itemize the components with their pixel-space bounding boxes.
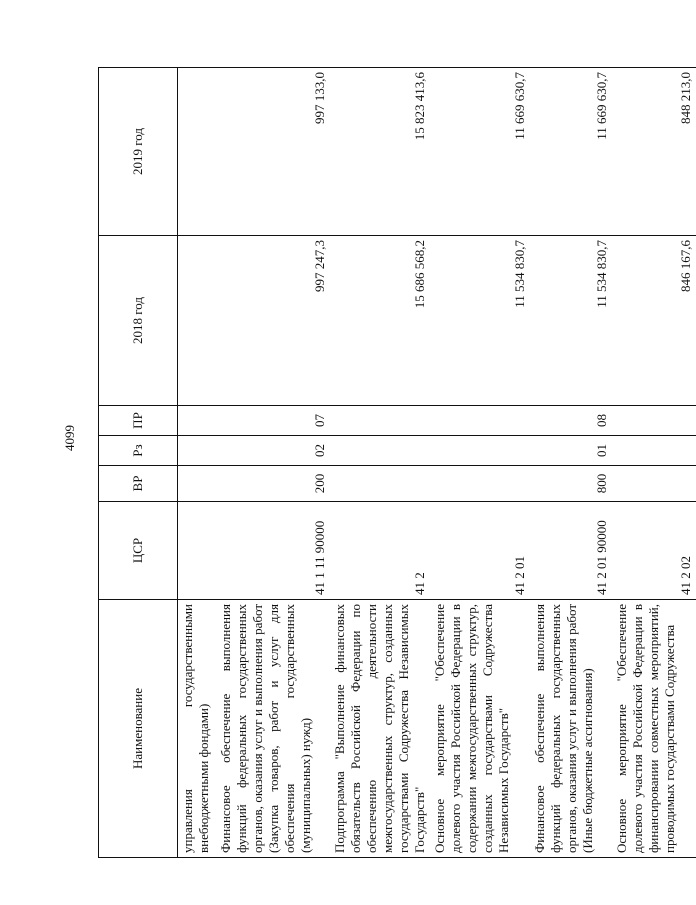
row-2019: 11 669 630,7 <box>430 68 530 236</box>
row-pr <box>612 406 696 436</box>
row-rz <box>612 436 696 466</box>
row-csr: 41 2 01 90000 <box>530 502 612 600</box>
row-pr <box>178 406 217 436</box>
row-name: Основное мероприятие "Обеспечение долевого участия Российской Федерации в содержании межгосударственных структур, созданных государствами Содружества Независимых Государств" <box>430 600 530 858</box>
table-row <box>430 68 530 858</box>
row-rz <box>430 436 530 466</box>
row-2018: 11 534 830,7 <box>530 236 612 406</box>
table-row <box>530 68 612 858</box>
header-2018: 2018 год <box>99 236 178 406</box>
table-row <box>178 68 217 858</box>
table-row <box>330 68 430 858</box>
row-2019: 11 669 630,7 <box>530 68 612 236</box>
row-vr <box>430 466 530 502</box>
row-rz: 01 <box>530 436 612 466</box>
table-row <box>612 68 696 858</box>
row-2018 <box>178 236 217 406</box>
row-csr: 41 2 01 <box>430 502 530 600</box>
row-2018: 846 167,6 <box>612 236 696 406</box>
row-pr <box>430 406 530 436</box>
row-2018: 997 247,3 <box>216 236 330 406</box>
row-vr <box>178 466 217 502</box>
header-name: Наименование <box>99 600 178 858</box>
row-pr: 07 <box>216 406 330 436</box>
row-2019 <box>178 68 217 236</box>
row-2019: 15 823 413,6 <box>330 68 430 236</box>
row-csr: 41 1 11 90000 <box>216 502 330 600</box>
row-vr: 800 <box>530 466 612 502</box>
row-vr <box>612 466 696 502</box>
header-rz: Рз <box>99 436 178 466</box>
row-name: Подпрограмма "Выполнение финансовых обязательств Российской Федерации по обеспечению деятельности межгосударственных структур, созданных государствами Содружества Независимых Государств" <box>330 600 430 858</box>
row-name: управления государственными внебюджетными фондами) <box>178 600 217 858</box>
header-vr: ВР <box>99 466 178 502</box>
row-vr: 200 <box>216 466 330 502</box>
row-2019: 848 213,0 <box>612 68 696 236</box>
budget-table <box>98 67 696 858</box>
budget-table-sheet <box>98 68 693 858</box>
row-pr: 08 <box>530 406 612 436</box>
row-vr <box>330 466 430 502</box>
header-2019: 2019 год <box>99 68 178 236</box>
row-csr <box>178 502 217 600</box>
row-name: Основное мероприятие "Обеспечение долевого участия Российской Федерации в финансировании совместных мероприятий, проводимых государствами Содружества <box>612 600 696 858</box>
row-2018: 11 534 830,7 <box>430 236 530 406</box>
page-number: 4099 <box>62 425 77 451</box>
row-name: Финансовое обеспечение выполнения функций федеральных государственных органов, оказания услуг и выполнения работ (Закупка товаров, работ и услуг для обеспечения государственных (муниципальных) нужд) <box>216 600 330 858</box>
row-2019: 997 133,0 <box>216 68 330 236</box>
row-csr: 41 2 02 <box>612 502 696 600</box>
row-2018: 15 686 568,2 <box>330 236 430 406</box>
header-csr: ЦСР <box>99 502 178 600</box>
header-pr: ПР <box>99 406 178 436</box>
row-rz <box>178 436 217 466</box>
row-pr <box>330 406 430 436</box>
row-csr: 41 2 <box>330 502 430 600</box>
row-name: Финансовое обеспечение выполнения функций федеральных государственных органов, оказания услуг и выполнения работ (Иные бюджетные ассигнования) <box>530 600 612 858</box>
row-rz <box>330 436 430 466</box>
table-row <box>216 68 330 858</box>
row-rz: 02 <box>216 436 330 466</box>
table-header-row <box>99 68 178 858</box>
